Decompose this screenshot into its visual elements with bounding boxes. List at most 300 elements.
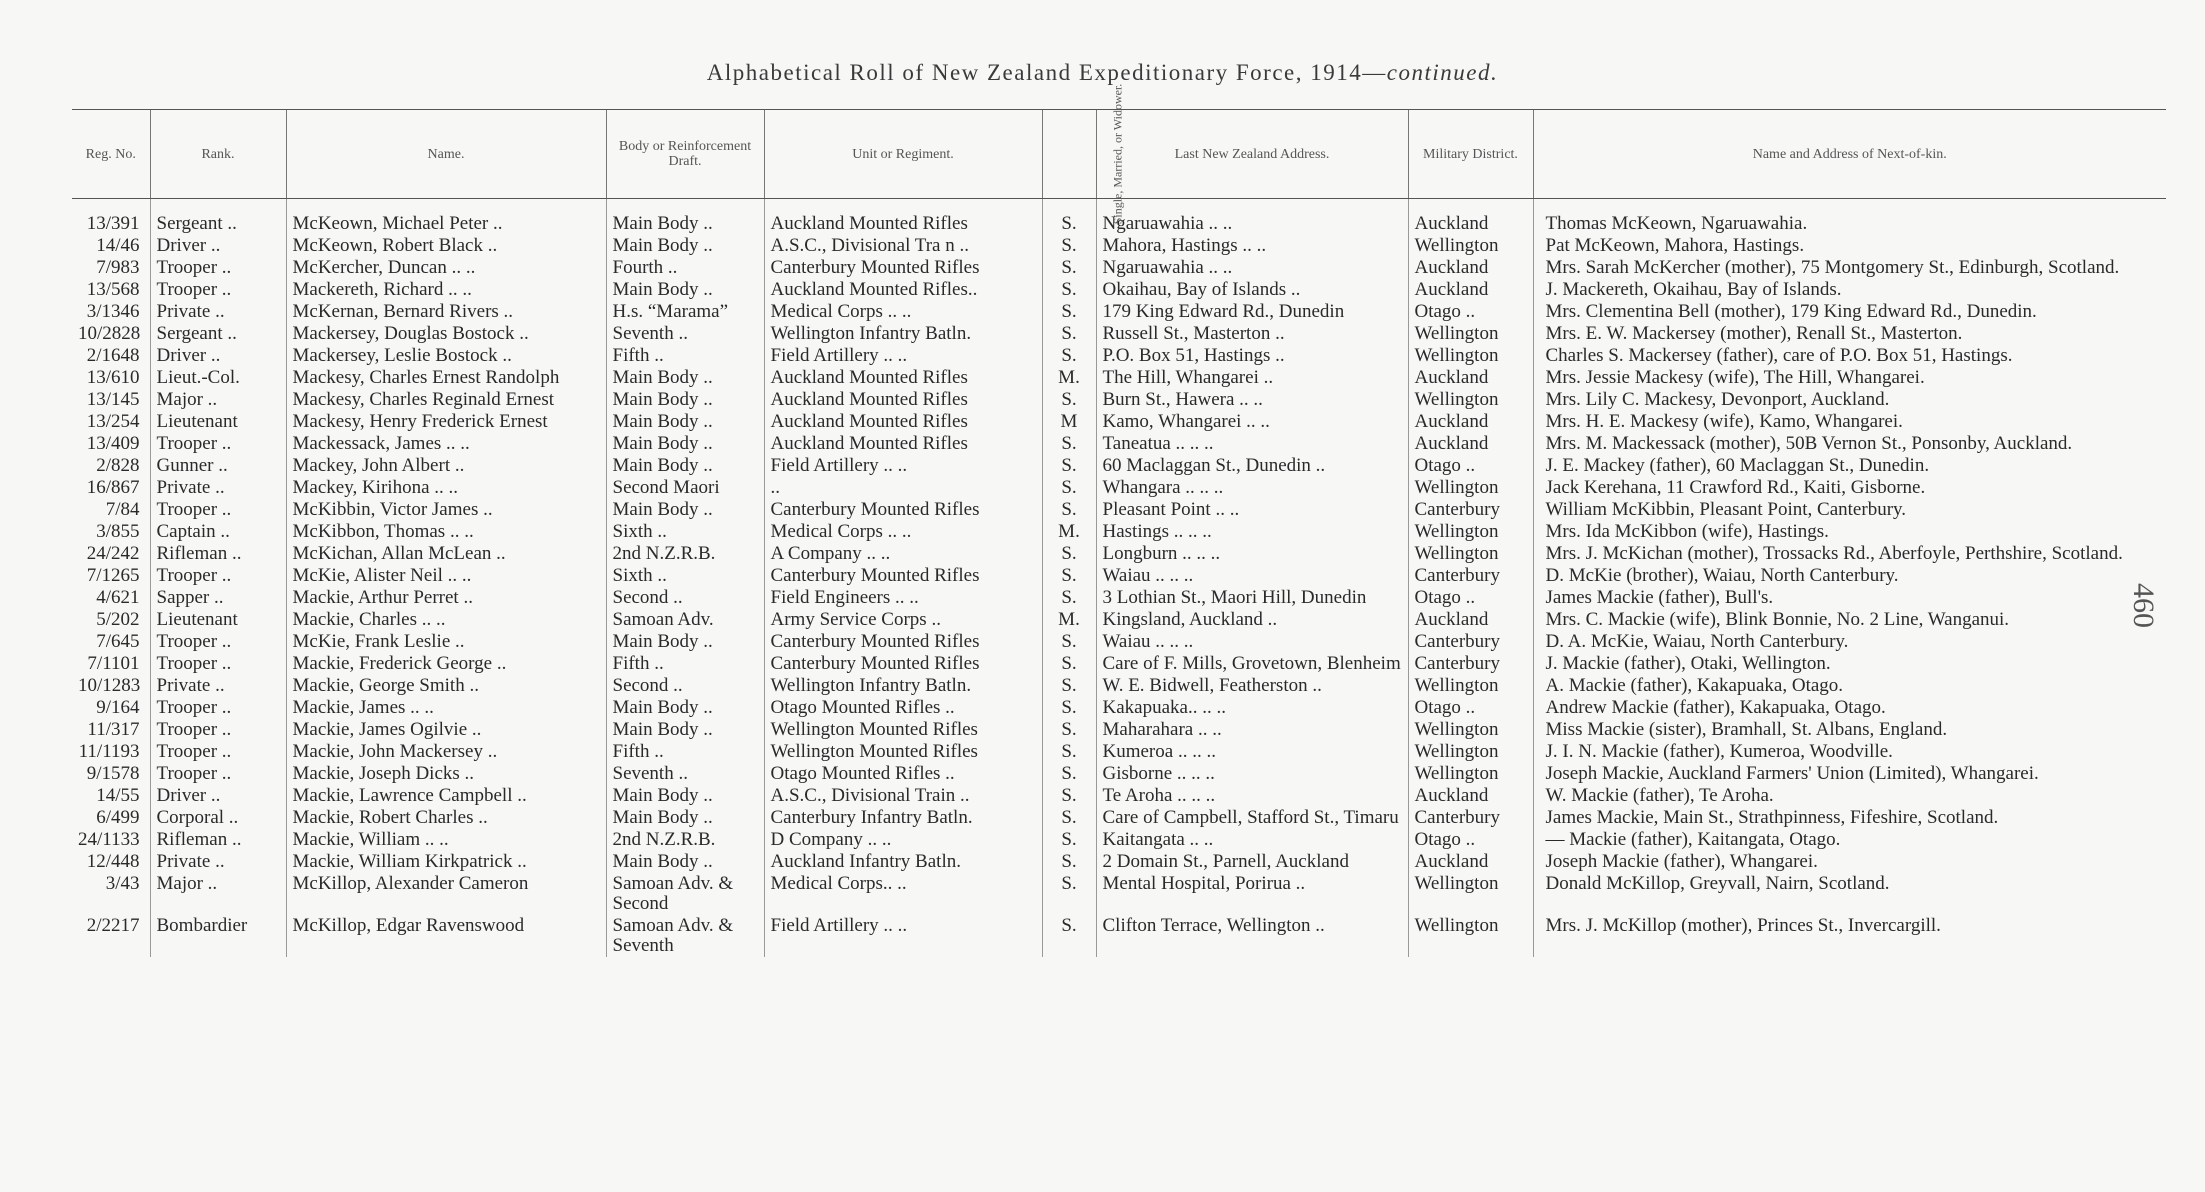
cell-address: 3 Lothian St., Maori Hill, Dunedin xyxy=(1096,587,1408,609)
cell-military-district: Otago .. xyxy=(1408,829,1533,851)
cell-address: Waiau .. .. .. xyxy=(1096,565,1408,587)
table-row xyxy=(72,785,2166,807)
cell-unit: Field Engineers .. .. xyxy=(764,587,1042,609)
cell-reg-no: 13/254 xyxy=(86,411,140,432)
cell-next-of-kin: W. Mackie (father), Te Aroha. xyxy=(1533,785,2166,807)
cell-next-of-kin: J. Mackereth, Okaihau, Bay of Islands. xyxy=(1533,279,2166,301)
cell-address: Ngaruawahia .. .. xyxy=(1096,213,1408,235)
cell-next-of-kin: Mrs. Lily C. Mackesy, Devonport, Auckland. xyxy=(1533,389,2166,411)
title-continued: continued. xyxy=(1386,60,1499,85)
header-status-label: Single, Married, or Widower. xyxy=(1109,83,1124,224)
title-main: Alphabetical Roll of New Zealand Expeditionary Force, 1914— xyxy=(706,60,1387,85)
cell-reg-no: 13/409 xyxy=(86,433,140,454)
cell-reg-no: 24/1133 xyxy=(78,829,140,850)
cell-rank: Trooper .. xyxy=(150,719,286,741)
cell-rank: Trooper .. xyxy=(150,763,286,785)
cell-next-of-kin: Mrs. M. Mackessack (mother), 50B Vernon St., Ponsonby, Auckland. xyxy=(1533,433,2166,455)
cell-reg-no: 13/610 xyxy=(86,367,140,388)
table-row xyxy=(72,653,2166,675)
cell-rank: Sergeant .. xyxy=(150,323,286,345)
cell-marital-status: M. xyxy=(1042,609,1096,631)
cell-next-of-kin: Joseph Mackie (father), Whangarei. xyxy=(1533,851,2166,873)
cell-rank: Private .. xyxy=(150,301,286,323)
cell-military-district: Auckland xyxy=(1408,433,1533,455)
header-reg: Reg. No. xyxy=(72,110,150,199)
cell-unit: A.S.C., Divisional Train .. xyxy=(764,785,1042,807)
cell-reg-no: 5/202 xyxy=(96,609,140,630)
cell-next-of-kin: Mrs. Sarah McKercher (mother), 75 Montgomery St., Edinburgh, Scotland. xyxy=(1533,257,2166,279)
cell-reg-no: 16/867 xyxy=(86,477,140,498)
cell-next-of-kin: Mrs. H. E. Mackesy (wife), Kamo, Whangarei. xyxy=(1533,411,2166,433)
cell-military-district: Wellington xyxy=(1408,345,1533,367)
cell-name: McKeown, Michael Peter .. xyxy=(286,213,606,235)
cell-marital-status: S. xyxy=(1042,719,1096,741)
table-row xyxy=(72,631,2166,653)
header-name: Name. xyxy=(286,110,606,199)
cell-marital-status: S. xyxy=(1042,873,1096,915)
cell-next-of-kin: Jack Kerehana, 11 Crawford Rd., Kaiti, Gisborne. xyxy=(1533,477,2166,499)
cell-body-draft: Fifth .. xyxy=(606,345,764,367)
cell-body-draft: Main Body .. xyxy=(606,697,764,719)
cell-rank: Gunner .. xyxy=(150,455,286,477)
cell-military-district: Auckland xyxy=(1408,279,1533,301)
cell-address: Gisborne .. .. .. xyxy=(1096,763,1408,785)
cell-military-district: Auckland xyxy=(1408,851,1533,873)
cell-reg-no: 14/46 xyxy=(96,235,140,256)
cell-body-draft: Sixth .. xyxy=(606,565,764,587)
cell-marital-status: S. xyxy=(1042,697,1096,719)
cell-marital-status: S. xyxy=(1042,279,1096,301)
cell-body-draft: Main Body .. xyxy=(606,719,764,741)
cell-body-draft: Main Body .. xyxy=(606,785,764,807)
table-row xyxy=(72,565,2166,587)
cell-next-of-kin: Thomas McKeown, Ngaruawahia. xyxy=(1533,213,2166,235)
cell-marital-status: S. xyxy=(1042,807,1096,829)
cell-body-draft: Second .. xyxy=(606,587,764,609)
cell-name: Mackesy, Charles Reginald Ernest xyxy=(286,389,606,411)
cell-address: P.O. Box 51, Hastings .. xyxy=(1096,345,1408,367)
cell-rank: Trooper .. xyxy=(150,257,286,279)
cell-address: W. E. Bidwell, Featherston .. xyxy=(1096,675,1408,697)
header-body: Body or Reinforcement Draft. xyxy=(606,110,764,199)
cell-address: Mahora, Hastings .. .. xyxy=(1096,235,1408,257)
cell-marital-status: S. xyxy=(1042,785,1096,807)
cell-reg-no: 4/621 xyxy=(96,587,140,608)
cell-unit: Wellington Infantry Batln. xyxy=(764,323,1042,345)
cell-name: Mackie, John Mackersey .. xyxy=(286,741,606,763)
cell-rank: Sergeant .. xyxy=(150,213,286,235)
cell-address: Okaihau, Bay of Islands .. xyxy=(1096,279,1408,301)
cell-body-draft: Samoan Adv. & Second xyxy=(606,873,764,915)
cell-body-draft: Main Body .. xyxy=(606,631,764,653)
cell-marital-status: S. xyxy=(1042,455,1096,477)
cell-next-of-kin: J. E. Mackey (father), 60 Maclaggan St., Dunedin. xyxy=(1533,455,2166,477)
cell-address: Hastings .. .. .. xyxy=(1096,521,1408,543)
cell-military-district: Wellington xyxy=(1408,521,1533,543)
cell-address: Care of F. Mills, Grovetown, Blenheim xyxy=(1096,653,1408,675)
cell-name: Mackie, Charles .. .. xyxy=(286,609,606,631)
cell-body-draft: 2nd N.Z.R.B. xyxy=(606,543,764,565)
cell-next-of-kin: Joseph Mackie, Auckland Farmers' Union (Limited), Whangarei. xyxy=(1533,763,2166,785)
cell-unit: Wellington Infantry Batln. xyxy=(764,675,1042,697)
cell-military-district: Wellington xyxy=(1408,915,1533,957)
cell-reg-no: 24/242 xyxy=(86,543,140,564)
cell-unit: Army Service Corps .. xyxy=(764,609,1042,631)
cell-military-district: Wellington xyxy=(1408,675,1533,697)
cell-name: Mackie, Robert Charles .. xyxy=(286,807,606,829)
cell-military-district: Wellington xyxy=(1408,323,1533,345)
cell-rank: Trooper .. xyxy=(150,279,286,301)
cell-reg-no: 10/2828 xyxy=(78,323,141,344)
cell-marital-status: S. xyxy=(1042,301,1096,323)
cell-military-district: Wellington xyxy=(1408,477,1533,499)
cell-unit: Auckland Mounted Rifles xyxy=(764,411,1042,433)
cell-military-district: Otago .. xyxy=(1408,455,1533,477)
cell-body-draft: Main Body .. xyxy=(606,367,764,389)
cell-next-of-kin: Mrs. E. W. Mackersey (mother), Renall St., Masterton. xyxy=(1533,323,2166,345)
cell-reg-no: 6/499 xyxy=(96,807,140,828)
cell-address: Burn St., Hawera .. .. xyxy=(1096,389,1408,411)
cell-rank: Lieut.-Col. xyxy=(150,367,286,389)
header-status xyxy=(1042,83,1124,224)
cell-reg-no: 2/828 xyxy=(96,455,140,476)
cell-name: McKernan, Bernard Rivers .. xyxy=(286,301,606,323)
cell-unit: Otago Mounted Rifles .. xyxy=(764,763,1042,785)
table-row xyxy=(72,301,2166,323)
cell-body-draft: Sixth .. xyxy=(606,521,764,543)
cell-rank: Trooper .. xyxy=(150,499,286,521)
cell-name: Mackie, George Smith .. xyxy=(286,675,606,697)
cell-name: Mackesy, Henry Frederick Ernest xyxy=(286,411,606,433)
cell-reg-no: 2/1648 xyxy=(86,345,140,366)
cell-rank: Trooper .. xyxy=(150,631,286,653)
cell-reg-no: 7/983 xyxy=(96,257,140,278)
cell-reg-no: 3/855 xyxy=(96,521,140,542)
cell-marital-status: M. xyxy=(1042,367,1096,389)
cell-body-draft: Main Body .. xyxy=(606,433,764,455)
cell-name: Mackesy, Charles Ernest Randolph xyxy=(286,367,606,389)
cell-military-district: Wellington xyxy=(1408,235,1533,257)
cell-name: Mackie, William Kirkpatrick .. xyxy=(286,851,606,873)
cell-name: McKibbon, Thomas .. .. xyxy=(286,521,606,543)
table-row xyxy=(72,389,2166,411)
cell-next-of-kin: J. I. N. Mackie (father), Kumeroa, Woodville. xyxy=(1533,741,2166,763)
cell-body-draft: Main Body .. xyxy=(606,389,764,411)
cell-reg-no: 7/645 xyxy=(96,631,140,652)
cell-body-draft: Fourth .. xyxy=(606,257,764,279)
cell-body-draft: Second Maori xyxy=(606,477,764,499)
cell-unit: Field Artillery .. .. xyxy=(764,345,1042,367)
cell-reg-no: 13/391 xyxy=(86,213,140,234)
cell-address: Kamo, Whangarei .. .. xyxy=(1096,411,1408,433)
cell-military-district: Wellington xyxy=(1408,389,1533,411)
cell-next-of-kin: James Mackie, Main St., Strathpinness, Fifeshire, Scotland. xyxy=(1533,807,2166,829)
cell-marital-status: S. xyxy=(1042,389,1096,411)
table-row xyxy=(72,257,2166,279)
header-district: Military District. xyxy=(1408,110,1533,199)
cell-marital-status: S. xyxy=(1042,543,1096,565)
cell-name: Mackey, John Albert .. xyxy=(286,455,606,477)
cell-rank: Trooper .. xyxy=(150,433,286,455)
cell-military-district: Canterbury xyxy=(1408,565,1533,587)
cell-reg-no: 11/317 xyxy=(87,719,140,740)
cell-address: Kingsland, Auckland .. xyxy=(1096,609,1408,631)
cell-military-district: Otago .. xyxy=(1408,587,1533,609)
cell-body-draft: Main Body .. xyxy=(606,235,764,257)
cell-marital-status: S. xyxy=(1042,915,1096,957)
cell-next-of-kin: James Mackie (father), Bull's. xyxy=(1533,587,2166,609)
cell-military-district: Auckland xyxy=(1408,609,1533,631)
cell-military-district: Wellington xyxy=(1408,873,1533,915)
table-row xyxy=(72,675,2166,697)
cell-rank: Lieutenant xyxy=(150,411,286,433)
cell-rank: Private .. xyxy=(150,851,286,873)
cell-reg-no: 13/145 xyxy=(86,389,140,410)
cell-marital-status: S. xyxy=(1042,653,1096,675)
cell-address: Russell St., Masterton .. xyxy=(1096,323,1408,345)
cell-address: The Hill, Whangarei .. xyxy=(1096,367,1408,389)
cell-unit: Canterbury Mounted Rifles xyxy=(764,631,1042,653)
header-address: Last New Zealand Address. xyxy=(1096,110,1408,199)
cell-unit: Canterbury Infantry Batln. xyxy=(764,807,1042,829)
cell-name: McKie, Frank Leslie .. xyxy=(286,631,606,653)
cell-rank: Rifleman .. xyxy=(150,543,286,565)
cell-military-district: Auckland xyxy=(1408,213,1533,235)
cell-address: Maharahara .. .. xyxy=(1096,719,1408,741)
cell-name: McKie, Alister Neil .. .. xyxy=(286,565,606,587)
header-row xyxy=(72,110,2166,199)
table-row xyxy=(72,719,2166,741)
cell-next-of-kin: Miss Mackie (sister), Bramhall, St. Albans, England. xyxy=(1533,719,2166,741)
cell-rank: Major .. xyxy=(150,389,286,411)
cell-marital-status: S. xyxy=(1042,741,1096,763)
cell-unit: Canterbury Mounted Rifles xyxy=(764,257,1042,279)
cell-military-district: Auckland xyxy=(1408,367,1533,389)
cell-unit: Canterbury Mounted Rifles xyxy=(764,565,1042,587)
header-nok: Name and Address of Next-of-kin. xyxy=(1533,110,2166,199)
cell-body-draft: 2nd N.Z.R.B. xyxy=(606,829,764,851)
cell-name: Mackie, James Ogilvie .. xyxy=(286,719,606,741)
cell-rank: Driver .. xyxy=(150,785,286,807)
cell-marital-status: S. xyxy=(1042,235,1096,257)
table-row xyxy=(72,235,2166,257)
cell-rank: Captain .. xyxy=(150,521,286,543)
cell-reg-no: 7/84 xyxy=(105,499,140,520)
cell-rank: Trooper .. xyxy=(150,741,286,763)
cell-address: Care of Campbell, Stafford St., Timaru xyxy=(1096,807,1408,829)
table-row xyxy=(72,609,2166,631)
table-row xyxy=(72,741,2166,763)
cell-rank: Driver .. xyxy=(150,235,286,257)
cell-address: Pleasant Point .. .. xyxy=(1096,499,1408,521)
table-row xyxy=(72,763,2166,785)
cell-military-district: Auckland xyxy=(1408,411,1533,433)
cell-marital-status: S. xyxy=(1042,565,1096,587)
cell-marital-status: S. xyxy=(1042,345,1096,367)
cell-body-draft: Samoan Adv. & Seventh xyxy=(606,915,764,957)
table-row xyxy=(72,851,2166,873)
header-rank: Rank. xyxy=(150,110,286,199)
cell-unit: Otago Mounted Rifles .. xyxy=(764,697,1042,719)
cell-body-draft: Seventh .. xyxy=(606,323,764,345)
cell-name: McKibbin, Victor James .. xyxy=(286,499,606,521)
cell-marital-status: S. xyxy=(1042,631,1096,653)
table-row xyxy=(72,477,2166,499)
cell-reg-no: 9/1578 xyxy=(86,763,140,784)
cell-unit: Medical Corps .. .. xyxy=(764,301,1042,323)
cell-rank: Rifleman .. xyxy=(150,829,286,851)
cell-address: Waiau .. .. .. xyxy=(1096,631,1408,653)
cell-reg-no: 9/164 xyxy=(96,697,140,718)
cell-body-draft: Main Body .. xyxy=(606,455,764,477)
cell-next-of-kin: Mrs. J. McKichan (mother), Trossacks Rd., Aberfoyle, Perthshire, Scotland. xyxy=(1533,543,2166,565)
cell-body-draft: Main Body .. xyxy=(606,499,764,521)
cell-address: Kakapuaka.. .. .. xyxy=(1096,697,1408,719)
cell-rank: Trooper .. xyxy=(150,565,286,587)
table-row xyxy=(72,279,2166,301)
cell-marital-status: S. xyxy=(1042,829,1096,851)
cell-military-district: Wellington xyxy=(1408,763,1533,785)
cell-marital-status: S. xyxy=(1042,587,1096,609)
cell-unit: Auckland Mounted Rifles xyxy=(764,213,1042,235)
cell-address: Whangara .. .. .. xyxy=(1096,477,1408,499)
cell-body-draft: Second .. xyxy=(606,675,764,697)
table-row xyxy=(72,345,2166,367)
cell-reg-no: 10/1283 xyxy=(78,675,141,696)
table-row xyxy=(72,521,2166,543)
cell-next-of-kin: Mrs. Jessie Mackesy (wife), The Hill, Whangarei. xyxy=(1533,367,2166,389)
cell-military-district: Canterbury xyxy=(1408,653,1533,675)
cell-address: Kumeroa .. .. .. xyxy=(1096,741,1408,763)
cell-name: McKillop, Edgar Ravenswood xyxy=(286,915,606,957)
table-row xyxy=(72,455,2166,477)
table-row xyxy=(72,587,2166,609)
cell-military-district: Wellington xyxy=(1408,543,1533,565)
cell-next-of-kin: Donald McKillop, Greyvall, Nairn, Scotland. xyxy=(1533,873,2166,915)
cell-unit: Canterbury Mounted Rifles xyxy=(764,499,1042,521)
cell-body-draft: Main Body .. xyxy=(606,851,764,873)
cell-unit: Auckland Infantry Batln. xyxy=(764,851,1042,873)
cell-next-of-kin: D. A. McKie, Waiau, North Canterbury. xyxy=(1533,631,2166,653)
table-row xyxy=(72,915,2166,957)
cell-reg-no: 7/1265 xyxy=(86,565,140,586)
page-title xyxy=(0,60,2205,86)
cell-marital-status: M xyxy=(1042,411,1096,433)
cell-body-draft: Seventh .. xyxy=(606,763,764,785)
cell-next-of-kin: A. Mackie (father), Kakapuaka, Otago. xyxy=(1533,675,2166,697)
cell-marital-status: S. xyxy=(1042,323,1096,345)
cell-name: Mackersey, Douglas Bostock .. xyxy=(286,323,606,345)
cell-next-of-kin: D. McKie (brother), Waiau, North Canterbury. xyxy=(1533,565,2166,587)
table-row xyxy=(72,367,2166,389)
cell-unit: Medical Corps .. .. xyxy=(764,521,1042,543)
cell-next-of-kin: Pat McKeown, Mahora, Hastings. xyxy=(1533,235,2166,257)
cell-body-draft: Fifth .. xyxy=(606,653,764,675)
cell-military-district: Canterbury xyxy=(1408,499,1533,521)
cell-body-draft: Main Body .. xyxy=(606,213,764,235)
cell-address: Ngaruawahia .. .. xyxy=(1096,257,1408,279)
table-row xyxy=(72,697,2166,719)
cell-military-district: Auckland xyxy=(1408,785,1533,807)
cell-unit: Auckland Mounted Rifles xyxy=(764,367,1042,389)
cell-marital-status: S. xyxy=(1042,675,1096,697)
cell-body-draft: Samoan Adv. xyxy=(606,609,764,631)
page-number: 460 xyxy=(2127,583,2160,628)
cell-name: Mackie, William .. .. xyxy=(286,829,606,851)
cell-address: Longburn .. .. .. xyxy=(1096,543,1408,565)
cell-unit: A.S.C., Divisional Tra n .. xyxy=(764,235,1042,257)
cell-reg-no: 3/1346 xyxy=(86,301,140,322)
cell-body-draft: H.s. “Marama” xyxy=(606,301,764,323)
cell-address: 179 King Edward Rd., Dunedin xyxy=(1096,301,1408,323)
cell-reg-no: 14/55 xyxy=(96,785,140,806)
cell-marital-status: S. xyxy=(1042,477,1096,499)
cell-next-of-kin: Charles S. Mackersey (father), care of P.O. Box 51, Hastings. xyxy=(1533,345,2166,367)
cell-address: Te Aroha .. .. .. xyxy=(1096,785,1408,807)
cell-rank: Private .. xyxy=(150,477,286,499)
cell-rank: Driver .. xyxy=(150,345,286,367)
cell-name: Mackie, Joseph Dicks .. xyxy=(286,763,606,785)
cell-address: 2 Domain St., Parnell, Auckland xyxy=(1096,851,1408,873)
cell-marital-status: S. xyxy=(1042,257,1096,279)
cell-name: Mackie, Frederick George .. xyxy=(286,653,606,675)
table-row xyxy=(72,323,2166,345)
table-row xyxy=(72,807,2166,829)
cell-name: Mackie, Lawrence Campbell .. xyxy=(286,785,606,807)
cell-reg-no: 3/43 xyxy=(105,873,140,894)
cell-military-district: Otago .. xyxy=(1408,301,1533,323)
cell-address: Kaitangata .. .. xyxy=(1096,829,1408,851)
cell-next-of-kin: — Mackie (father), Kaitangata, Otago. xyxy=(1533,829,2166,851)
cell-military-district: Canterbury xyxy=(1408,631,1533,653)
cell-unit: Wellington Mounted Rifles xyxy=(764,741,1042,763)
cell-next-of-kin: William McKibbin, Pleasant Point, Canterbury. xyxy=(1533,499,2166,521)
cell-body-draft: Main Body .. xyxy=(606,279,764,301)
cell-reg-no: 2/2217 xyxy=(86,915,140,936)
table-row xyxy=(72,499,2166,521)
cell-body-draft: Main Body .. xyxy=(606,411,764,433)
cell-rank: Corporal .. xyxy=(150,807,286,829)
cell-name: McKercher, Duncan .. .. xyxy=(286,257,606,279)
table-row xyxy=(72,543,2166,565)
cell-unit: Canterbury Mounted Rifles xyxy=(764,653,1042,675)
cell-marital-status: S. xyxy=(1042,433,1096,455)
cell-next-of-kin: Andrew Mackie (father), Kakapuaka, Otago. xyxy=(1533,697,2166,719)
cell-name: Mackie, Arthur Perret .. xyxy=(286,587,606,609)
cell-name: Mackereth, Richard .. .. xyxy=(286,279,606,301)
cell-address: Clifton Terrace, Wellington .. xyxy=(1096,915,1408,957)
cell-unit: Auckland Mounted Rifles.. xyxy=(764,279,1042,301)
cell-unit: Wellington Mounted Rifles xyxy=(764,719,1042,741)
cell-address: 60 Maclaggan St., Dunedin .. xyxy=(1096,455,1408,477)
cell-unit: Auckland Mounted Rifles xyxy=(764,433,1042,455)
cell-next-of-kin: Mrs. J. McKillop (mother), Princes St., Invercargill. xyxy=(1533,915,2166,957)
cell-name: McKeown, Robert Black .. xyxy=(286,235,606,257)
cell-name: Mackersey, Leslie Bostock .. xyxy=(286,345,606,367)
cell-marital-status: M. xyxy=(1042,521,1096,543)
cell-unit: Field Artillery .. .. xyxy=(764,915,1042,957)
table-row xyxy=(72,829,2166,851)
cell-reg-no: 11/1193 xyxy=(78,741,140,762)
cell-reg-no: 12/448 xyxy=(86,851,140,872)
cell-military-district: Auckland xyxy=(1408,257,1533,279)
cell-next-of-kin: Mrs. C. Mackie (wife), Blink Bonnie, No. 2 Line, Wanganui. xyxy=(1533,609,2166,631)
roll-body xyxy=(72,199,2166,958)
cell-rank: Bombardier xyxy=(150,915,286,957)
cell-name: Mackessack, James .. .. xyxy=(286,433,606,455)
cell-reg-no: 7/1101 xyxy=(87,653,140,674)
cell-rank: Trooper .. xyxy=(150,697,286,719)
